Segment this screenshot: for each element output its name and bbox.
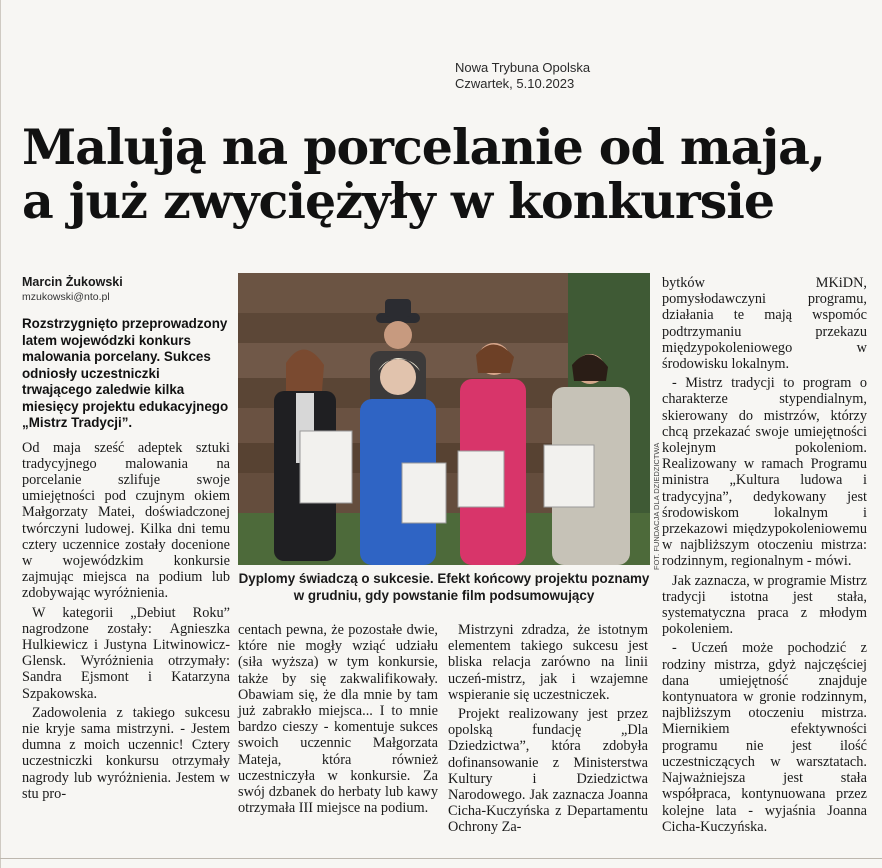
headline-line-1: Malują na porcelanie od maja, [22, 118, 825, 176]
author-name: Marcin Żukowski [22, 275, 123, 289]
article-paragraph: - Mistrz tradycji to program o charakterze stypendialnym, skierowany do mistrzów, którzy chcą przekazać swoje umiejętności kolejnym pokoleniom. Realizowany w ramach Programu ministra „Kultura ludowa i tradycyjna”, dedykowany jest środowiskom lokalnym i przekazowi międzypokoleniowemu w najbliższym otoczeniu mistrza: rodzinnym, regionalnym - mówi. [662, 375, 867, 570]
photo-illustration [238, 273, 650, 565]
article-paragraph: bytków MKiDN, pomysłodawczyni programu, działania te mają wspomóc podtrzymaniu przekazu międzypokoleniowego w środowisku lokalnym. [662, 275, 867, 373]
publication-name: Nowa Trybuna Opolska [455, 60, 591, 75]
article-paragraph: Od maja sześć adeptek sztuki tradycyjnego malowania na porcelanie szlifuje swoje umiejętności pod czujnym okiem Małgorzaty Matei, doświadczonej twórczyni ludowej. Kilka dni temu cztery uczennice zostały docenione w wojewódzkim konkursie zajmując miejsca na podium lub zdobywając wyróżnienia. [22, 439, 230, 602]
article-paragraph: centach pewna, że pozostałe dwie, które nie mogły wziąć udziału (siła wyższa) w tym konkursie, także by się zakwalifikowały. Obawiam się, że dla mnie by tam już zabrakło miejsca... I to mnie bardzo cieszy - komentuje sukces swoich uczennic Małgorzata Mateja, która również uczestniczyła w konkursie. Za swój dzbanek do herbaty lub kawy otrzymała III miejsce na podium. [238, 622, 438, 817]
article-lead: Rozstrzygnięto przeprowadzony latem wojewódzki konkurs malowania porcelany. Sukces odniosły uczestniczki trwającego zaledwie kilka miesięcy projektu edukacyjnego „Mistrz Tradycji”. [22, 316, 229, 430]
right-column [662, 275, 867, 835]
middle-column-1 [238, 622, 438, 816]
headline-line-2: a już zwyciężyły w konkursie [22, 172, 775, 230]
page-margin-rule [0, 0, 1, 868]
author-email[interactable]: mzukowski@nto.pl [22, 291, 110, 303]
publication-date: Czwartek, 5.10.2023 [455, 76, 575, 91]
article-paragraph: Projekt realizowany jest przez opolską fundację „Dla Dziedzictwa”, która zdobyła dofinansowanie z Ministerstwa Kultury i Dziedzictwa Narodowego. Jak zaznacza Joanna Cicha-Kuczyńska z Departamentu Ochrony Za- [448, 706, 648, 836]
article-paragraph: Zadowolenia z takiego sukcesu nie kryje sama mistrzyni. - Jestem dumna z moich uczennic! Cztery uczestniczki konkursu otrzymały nagrody lub wyróżnienia. Jestem w stu pro- [22, 704, 230, 802]
bottom-rule [0, 858, 882, 859]
article-paragraph: - Uczeń może pochodzić z rodziny mistrza, gdyż najczęściej dana umiejętność znajduje kontynuatora w gronie rodzinnym, najbliższym otoczeniu mistrza. Miernikiem efektywności programu nie jest ilość uczestniczących w warsztatach. Najważniejsza jest stała współpraca, kontynuowana przez kolejne lata - wyjaśnia Joanna Cicha-Kuczyńska. [662, 640, 867, 835]
headline [22, 120, 872, 228]
article-paragraph: Jak zaznacza, w programie Mistrz tradycji istotna jest stała, systematyczna praca z młodym pokoleniem. [662, 572, 867, 638]
photo-credit: FOT. FUNDACJA DLA DZIEDZICTWA [652, 442, 661, 570]
article-paragraph: Mistrzyni zdradza, że istotnym elementem takiego sukcesu jest bliska relacja zarówno na linii uczeń-mistrz, jak i wzajemne wspieranie się uczestniczek. [448, 622, 648, 703]
photo-caption: Dyplomy świadczą o sukcesie. Efekt końcowy projektu poznamy w grudniu, gdy powstanie film podsumowujący [238, 571, 650, 603]
middle-column-2 [448, 622, 648, 836]
left-column [22, 275, 230, 802]
article-paragraph: W kategorii „Debiut Roku” nagrodzone zostały: Agnieszka Hulkiewicz i Justyna Litwinowicz-Glensk. Wyróżnienia otrzymały: Sandra Ejsmont i Katarzyna Szpakowska. [22, 604, 230, 702]
masthead [455, 60, 590, 92]
article-photo [238, 273, 650, 565]
